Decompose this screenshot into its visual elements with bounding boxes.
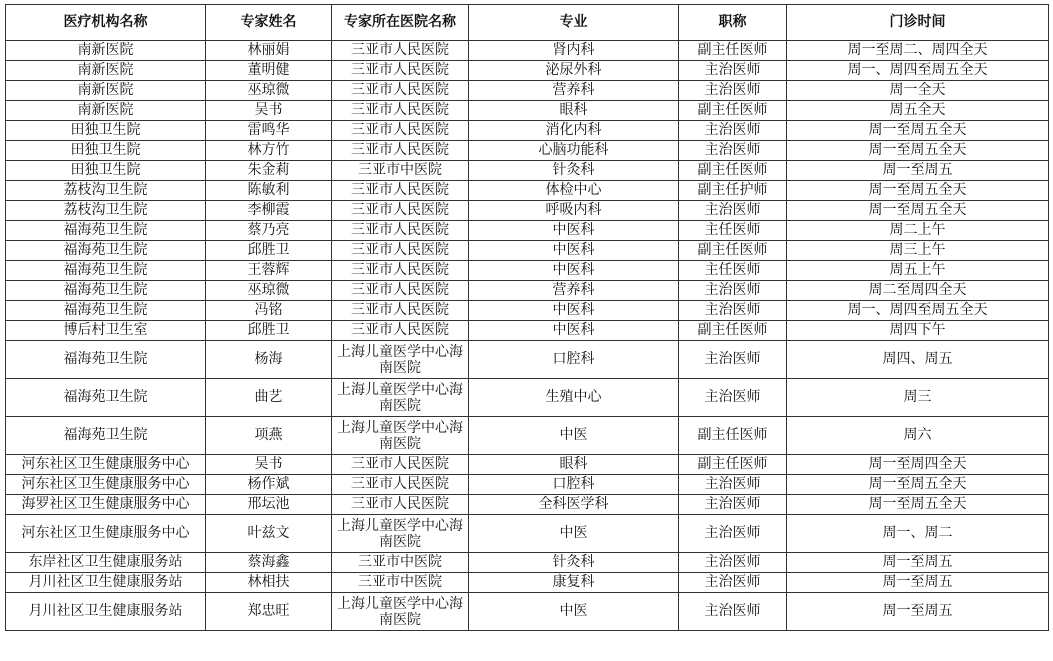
- cell-title: 主治医师: [679, 141, 787, 161]
- cell-expert-hospital: 三亚市人民医院: [332, 301, 469, 321]
- cell-clinic-time: 周一至周五: [787, 573, 1049, 593]
- cell-clinic-time: 周一至周五全天: [787, 181, 1049, 201]
- cell-institution: 福海苑卫生院: [6, 301, 206, 321]
- header-expert-name: 专家姓名: [206, 5, 332, 41]
- cell-expert-name: 冯铭: [206, 301, 332, 321]
- cell-expert-name: 曲艺: [206, 379, 332, 417]
- cell-expert-name: 吴书: [206, 101, 332, 121]
- cell-specialty: 消化内科: [469, 121, 679, 141]
- cell-clinic-time: 周一至周五全天: [787, 141, 1049, 161]
- cell-clinic-time: 周一至周五全天: [787, 495, 1049, 515]
- cell-clinic-time: 周四、周五: [787, 341, 1049, 379]
- cell-institution: 福海苑卫生院: [6, 417, 206, 455]
- cell-expert-name: 邱胜卫: [206, 241, 332, 261]
- table-row: [6, 201, 1049, 221]
- cell-expert-name: 朱金莉: [206, 161, 332, 181]
- cell-expert-name: 蔡海鑫: [206, 553, 332, 573]
- cell-expert-name: 陈敏利: [206, 181, 332, 201]
- cell-expert-name: 叶兹文: [206, 515, 332, 553]
- cell-specialty: 中医: [469, 515, 679, 553]
- cell-institution: 月川社区卫生健康服务站: [6, 573, 206, 593]
- cell-title: 主治医师: [679, 515, 787, 553]
- table-row: [6, 417, 1049, 455]
- cell-expert-name: 郑忠旺: [206, 593, 332, 631]
- cell-expert-name: 邱胜卫: [206, 321, 332, 341]
- table-row: [6, 553, 1049, 573]
- cell-institution: 海罗社区卫生健康服务中心: [6, 495, 206, 515]
- cell-expert-hospital: 三亚市人民医院: [332, 81, 469, 101]
- cell-specialty: 中医: [469, 593, 679, 631]
- table-row: [6, 379, 1049, 417]
- cell-specialty: 生殖中心: [469, 379, 679, 417]
- cell-clinic-time: 周六: [787, 417, 1049, 455]
- cell-title: 主任医师: [679, 221, 787, 241]
- table-row: [6, 241, 1049, 261]
- cell-expert-name: 林相扶: [206, 573, 332, 593]
- cell-title: 副主任医师: [679, 41, 787, 61]
- cell-institution: 田独卫生院: [6, 141, 206, 161]
- cell-specialty: 心脑功能科: [469, 141, 679, 161]
- cell-expert-hospital: 三亚市人民医院: [332, 221, 469, 241]
- table-row: [6, 41, 1049, 61]
- cell-specialty: 中医科: [469, 321, 679, 341]
- cell-title: 主治医师: [679, 341, 787, 379]
- cell-clinic-time: 周一、周四至周五全天: [787, 61, 1049, 81]
- cell-expert-hospital: 上海儿童医学中心海南医院: [332, 515, 469, 553]
- cell-clinic-time: 周一至周五: [787, 593, 1049, 631]
- cell-specialty: 肾内科: [469, 41, 679, 61]
- header-expert-hospital: 专家所在医院名称: [332, 5, 469, 41]
- cell-expert-name: 林丽娟: [206, 41, 332, 61]
- cell-expert-name: 蔡乃亮: [206, 221, 332, 241]
- cell-title: 主治医师: [679, 201, 787, 221]
- cell-expert-name: 杨海: [206, 341, 332, 379]
- cell-specialty: 中医科: [469, 221, 679, 241]
- cell-title: 主治医师: [679, 301, 787, 321]
- table-row: [6, 281, 1049, 301]
- cell-clinic-time: 周二至周四全天: [787, 281, 1049, 301]
- cell-expert-hospital: 三亚市人民医院: [332, 261, 469, 281]
- cell-institution: 东岸社区卫生健康服务站: [6, 553, 206, 573]
- cell-institution: 福海苑卫生院: [6, 281, 206, 301]
- cell-institution: 月川社区卫生健康服务站: [6, 593, 206, 631]
- cell-clinic-time: 周一至周四全天: [787, 455, 1049, 475]
- cell-institution: 福海苑卫生院: [6, 341, 206, 379]
- cell-title: 副主任医师: [679, 101, 787, 121]
- cell-title: 主治医师: [679, 61, 787, 81]
- cell-title: 主治医师: [679, 121, 787, 141]
- table-row: [6, 475, 1049, 495]
- cell-institution: 福海苑卫生院: [6, 221, 206, 241]
- cell-institution: 福海苑卫生院: [6, 379, 206, 417]
- cell-expert-hospital: 上海儿童医学中心海南医院: [332, 341, 469, 379]
- cell-title: 副主任护师: [679, 181, 787, 201]
- cell-expert-hospital: 三亚市人民医院: [332, 121, 469, 141]
- cell-title: 副主任医师: [679, 455, 787, 475]
- cell-clinic-time: 周五全天: [787, 101, 1049, 121]
- table-row: [6, 121, 1049, 141]
- cell-expert-hospital: 三亚市人民医院: [332, 141, 469, 161]
- cell-clinic-time: 周一至周五: [787, 161, 1049, 181]
- cell-expert-hospital: 三亚市人民医院: [332, 61, 469, 81]
- table-row: [6, 161, 1049, 181]
- cell-expert-hospital: 三亚市中医院: [332, 553, 469, 573]
- cell-institution: 博后村卫生室: [6, 321, 206, 341]
- cell-institution: 福海苑卫生院: [6, 241, 206, 261]
- cell-clinic-time: 周三上午: [787, 241, 1049, 261]
- table-row: [6, 301, 1049, 321]
- cell-expert-name: 吴书: [206, 455, 332, 475]
- cell-title: 副主任医师: [679, 417, 787, 455]
- cell-specialty: 呼吸内科: [469, 201, 679, 221]
- cell-clinic-time: 周二上午: [787, 221, 1049, 241]
- cell-expert-hospital: 三亚市人民医院: [332, 181, 469, 201]
- cell-expert-name: 林方竹: [206, 141, 332, 161]
- cell-title: 主任医师: [679, 261, 787, 281]
- table-row: [6, 261, 1049, 281]
- cell-expert-name: 巫琼微: [206, 281, 332, 301]
- cell-expert-name: 董明健: [206, 61, 332, 81]
- cell-specialty: 针灸科: [469, 553, 679, 573]
- cell-institution: 河东社区卫生健康服务中心: [6, 455, 206, 475]
- header-institution: 医疗机构名称: [6, 5, 206, 41]
- cell-expert-name: 项燕: [206, 417, 332, 455]
- cell-title: 主治医师: [679, 495, 787, 515]
- table-row: [6, 341, 1049, 379]
- cell-specialty: 中医科: [469, 261, 679, 281]
- cell-institution: 荔枝沟卫生院: [6, 181, 206, 201]
- cell-expert-hospital: 上海儿童医学中心海南医院: [332, 593, 469, 631]
- cell-title: 主治医师: [679, 281, 787, 301]
- cell-expert-hospital: 三亚市人民医院: [332, 495, 469, 515]
- cell-specialty: 体检中心: [469, 181, 679, 201]
- cell-institution: 河东社区卫生健康服务中心: [6, 515, 206, 553]
- cell-specialty: 营养科: [469, 81, 679, 101]
- cell-title: 主治医师: [679, 475, 787, 495]
- table-row: [6, 321, 1049, 341]
- table-row: [6, 61, 1049, 81]
- header-row: [6, 5, 1049, 41]
- cell-clinic-time: 周三: [787, 379, 1049, 417]
- cell-expert-hospital: 三亚市人民医院: [332, 321, 469, 341]
- cell-institution: 南新医院: [6, 101, 206, 121]
- cell-specialty: 泌尿外科: [469, 61, 679, 81]
- cell-specialty: 眼科: [469, 455, 679, 475]
- cell-institution: 福海苑卫生院: [6, 261, 206, 281]
- cell-expert-name: 雷鸣华: [206, 121, 332, 141]
- cell-title: 主治医师: [679, 81, 787, 101]
- cell-specialty: 中医: [469, 417, 679, 455]
- table-row: [6, 221, 1049, 241]
- cell-title: 主治医师: [679, 553, 787, 573]
- cell-expert-name: 王蓉辉: [206, 261, 332, 281]
- cell-institution: 河东社区卫生健康服务中心: [6, 475, 206, 495]
- header-specialty: 专业: [469, 5, 679, 41]
- cell-specialty: 眼科: [469, 101, 679, 121]
- cell-expert-hospital: 三亚市人民医院: [332, 101, 469, 121]
- cell-expert-hospital: 三亚市中医院: [332, 161, 469, 181]
- cell-clinic-time: 周一至周五全天: [787, 201, 1049, 221]
- cell-expert-hospital: 三亚市人民医院: [332, 241, 469, 261]
- cell-specialty: 全科医学科: [469, 495, 679, 515]
- cell-specialty: 口腔科: [469, 475, 679, 495]
- header-title: 职称: [679, 5, 787, 41]
- cell-expert-hospital: 三亚市人民医院: [332, 201, 469, 221]
- table-row: [6, 593, 1049, 631]
- cell-specialty: 针灸科: [469, 161, 679, 181]
- cell-title: 主治医师: [679, 593, 787, 631]
- cell-expert-name: 邢坛池: [206, 495, 332, 515]
- table-row: [6, 81, 1049, 101]
- table-row: [6, 573, 1049, 593]
- cell-clinic-time: 周五上午: [787, 261, 1049, 281]
- cell-expert-hospital: 三亚市中医院: [332, 573, 469, 593]
- table-row: [6, 101, 1049, 121]
- cell-expert-name: 李柳霞: [206, 201, 332, 221]
- cell-specialty: 康复科: [469, 573, 679, 593]
- cell-institution: 田独卫生院: [6, 121, 206, 141]
- table-row: [6, 181, 1049, 201]
- cell-clinic-time: 周一至周五全天: [787, 475, 1049, 495]
- cell-institution: 荔枝沟卫生院: [6, 201, 206, 221]
- cell-title: 主治医师: [679, 573, 787, 593]
- cell-expert-name: 杨作斌: [206, 475, 332, 495]
- cell-title: 副主任医师: [679, 241, 787, 261]
- cell-title: 主治医师: [679, 379, 787, 417]
- cell-title: 副主任医师: [679, 161, 787, 181]
- cell-expert-hospital: 三亚市人民医院: [332, 475, 469, 495]
- cell-clinic-time: 周一全天: [787, 81, 1049, 101]
- table-row: [6, 495, 1049, 515]
- cell-expert-name: 巫琼微: [206, 81, 332, 101]
- cell-expert-hospital: 三亚市人民医院: [332, 281, 469, 301]
- cell-expert-hospital: 三亚市人民医院: [332, 455, 469, 475]
- cell-institution: 南新医院: [6, 61, 206, 81]
- cell-specialty: 营养科: [469, 281, 679, 301]
- cell-title: 副主任医师: [679, 321, 787, 341]
- header-clinic-time: 门诊时间: [787, 5, 1049, 41]
- cell-institution: 南新医院: [6, 81, 206, 101]
- cell-institution: 南新医院: [6, 41, 206, 61]
- cell-specialty: 中医科: [469, 301, 679, 321]
- cell-clinic-time: 周一、周四至周五全天: [787, 301, 1049, 321]
- cell-clinic-time: 周四下午: [787, 321, 1049, 341]
- clinic-schedule-table: [5, 4, 1049, 631]
- cell-expert-hospital: 上海儿童医学中心海南医院: [332, 417, 469, 455]
- table-row: [6, 141, 1049, 161]
- table-row: [6, 515, 1049, 553]
- cell-clinic-time: 周一至周二、周四全天: [787, 41, 1049, 61]
- cell-specialty: 口腔科: [469, 341, 679, 379]
- cell-expert-hospital: 上海儿童医学中心海南医院: [332, 379, 469, 417]
- cell-specialty: 中医科: [469, 241, 679, 261]
- cell-institution: 田独卫生院: [6, 161, 206, 181]
- cell-clinic-time: 周一、周二: [787, 515, 1049, 553]
- cell-clinic-time: 周一至周五全天: [787, 121, 1049, 141]
- cell-clinic-time: 周一至周五: [787, 553, 1049, 573]
- table-row: [6, 455, 1049, 475]
- cell-expert-hospital: 三亚市人民医院: [332, 41, 469, 61]
